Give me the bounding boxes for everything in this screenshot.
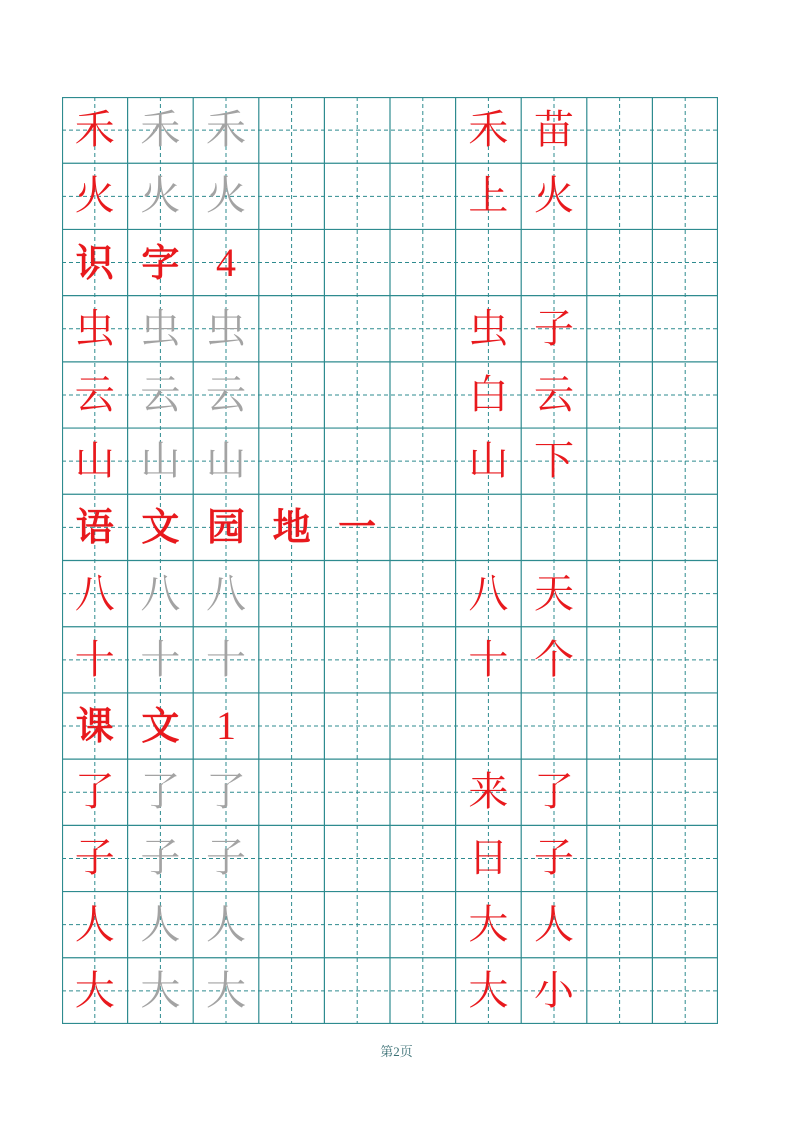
section-heading-number: 1 (215, 703, 236, 749)
trace-character: 禾 (205, 107, 246, 154)
word-character: 上 (468, 173, 509, 220)
model-character: 大 (74, 967, 115, 1014)
section-heading-character: 文 (141, 505, 180, 550)
trace-character: 禾 (140, 107, 181, 154)
section-heading-character: 识 (75, 240, 114, 285)
word-character: 小 (533, 967, 574, 1014)
word-character: 大 (468, 967, 509, 1014)
word-character: 天 (533, 570, 574, 617)
trace-character: 火 (140, 173, 181, 220)
trace-character: 十 (140, 636, 181, 683)
word-character: 云 (533, 371, 574, 418)
section-heading-character: 园 (206, 505, 245, 550)
word-character: 十 (468, 636, 509, 683)
grid-cells (62, 97, 718, 1024)
word-character: 山 (468, 438, 509, 485)
trace-character: 八 (140, 570, 181, 617)
word-character: 来 (468, 769, 509, 816)
model-character: 八 (74, 570, 115, 617)
trace-character: 了 (205, 769, 246, 816)
trace-character: 大 (140, 967, 181, 1014)
model-character: 虫 (74, 305, 115, 352)
word-character: 虫 (468, 305, 509, 352)
word-character: 日 (468, 835, 509, 882)
trace-character: 子 (205, 835, 246, 882)
model-character: 禾 (74, 107, 115, 154)
section-heading-character: 语 (75, 505, 114, 550)
section-heading-character: 一 (338, 505, 377, 550)
section-heading-number: 4 (215, 239, 236, 285)
trace-character: 了 (140, 769, 181, 816)
model-character: 火 (74, 173, 115, 220)
trace-character: 大 (205, 967, 246, 1014)
trace-character: 山 (205, 438, 246, 485)
word-character: 火 (533, 173, 574, 220)
model-character: 十 (74, 636, 115, 683)
trace-character: 山 (140, 438, 181, 485)
trace-character: 子 (140, 835, 181, 882)
word-character: 禾 (468, 107, 509, 154)
trace-character: 人 (205, 901, 246, 948)
section-heading-character: 课 (75, 704, 114, 749)
trace-character: 人 (140, 901, 181, 948)
model-character: 山 (74, 438, 115, 485)
model-character: 了 (74, 769, 115, 816)
section-heading-character: 字 (141, 240, 180, 285)
section-heading-character: 地 (272, 505, 311, 550)
word-character: 人 (533, 901, 574, 948)
trace-character: 八 (205, 570, 246, 617)
word-character: 了 (533, 769, 574, 816)
word-character: 白 (468, 371, 509, 418)
trace-character: 十 (205, 636, 246, 683)
trace-character: 云 (140, 371, 181, 418)
trace-character: 火 (205, 173, 246, 220)
word-character: 个 (533, 636, 574, 683)
word-character: 大 (468, 901, 509, 948)
model-character: 云 (74, 371, 115, 418)
page-number: 第2页 (380, 1044, 413, 1059)
trace-character: 虫 (205, 305, 246, 352)
word-character: 子 (533, 835, 574, 882)
word-character: 八 (468, 570, 509, 617)
section-heading-character: 文 (141, 704, 180, 749)
word-character: 苗 (533, 107, 574, 154)
model-character: 人 (74, 901, 115, 948)
word-character: 子 (533, 305, 574, 352)
trace-character: 云 (205, 371, 246, 418)
trace-character: 虫 (140, 305, 181, 352)
tianzige-grid (62, 97, 718, 1024)
model-character: 子 (74, 835, 115, 882)
word-character: 下 (533, 438, 574, 485)
